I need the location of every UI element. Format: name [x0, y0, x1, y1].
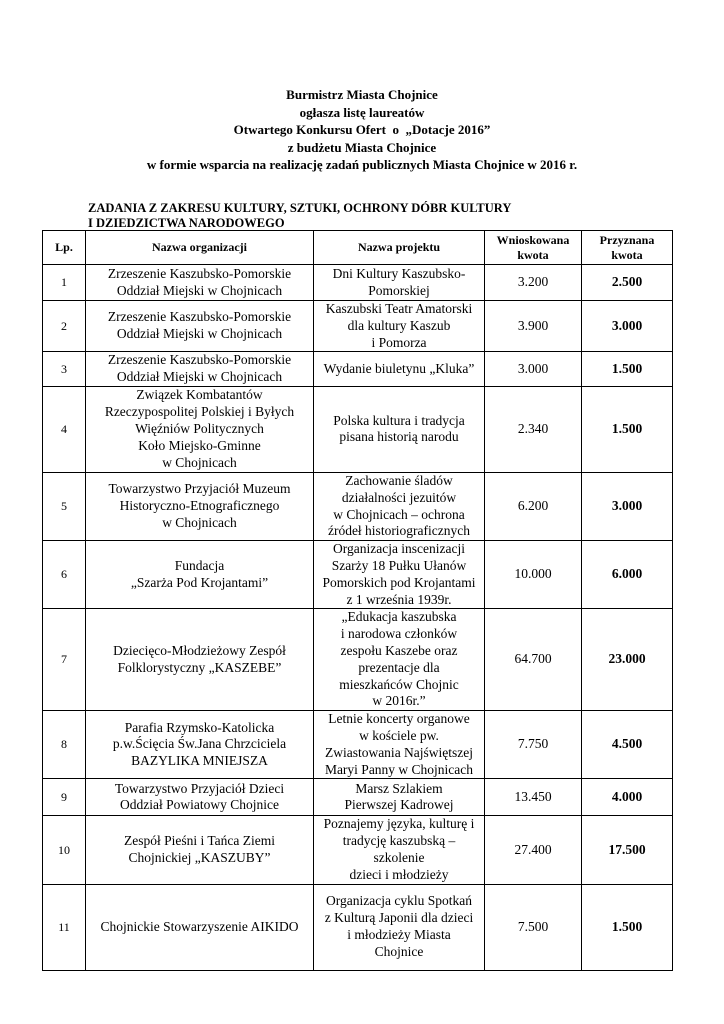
header-line: w formie wsparcia na realizację zadań publicznych Miasta Chojnice w 2016 r. [146, 157, 578, 172]
cell-organization [86, 352, 314, 387]
cell-project-line: dzieci i młodzieży [349, 866, 449, 882]
cell-project-line: i młodzieży Miasta [347, 927, 451, 943]
cell-requested-amount: 10.000 [485, 541, 582, 609]
header-line: ogłasza listę laureatów [299, 104, 425, 120]
cell-project [314, 779, 485, 816]
cell-requested-amount: 3.200 [485, 265, 582, 301]
cell-requested-amount: 7.500 [485, 884, 582, 970]
header-line: Otwartego Konkursu Ofert o „Dotacje 2016” [233, 122, 491, 137]
cell-project-line: Marsz Szlakiem [355, 780, 443, 796]
table-row [43, 352, 673, 387]
cell-project-line: Organizacja inscenizacji [332, 541, 466, 557]
section-title-line: ZADANIA Z ZAKRESU KULTURY, SZTUKI, OCHRONY DÓBR KULTURY [88, 201, 512, 215]
cell-project-line: Pomorskiej [368, 282, 430, 298]
table-row [43, 816, 673, 884]
cell-organization-line: Oddział Miejski w Chojnicach [116, 369, 283, 385]
column-header-lp: Lp. [43, 231, 86, 265]
cell-organization-line: Chojnickie Stowarzyszenie AIKIDO [100, 918, 299, 934]
cell-requested-amount: 6.200 [485, 472, 582, 540]
table-row [43, 472, 673, 540]
cell-organization [86, 472, 314, 540]
column-header-granted: Przyznana kwota [582, 231, 673, 265]
cell-project-line: z Kulturą Japonii dla dzieci [324, 910, 474, 926]
cell-organization-line: Zrzeszenie Kaszubsko-Pomorskie [107, 309, 292, 325]
section-title [88, 201, 511, 230]
cell-organization [86, 265, 314, 301]
cell-project-line: mieszkańców Chojnic [339, 676, 459, 692]
cell-requested-amount: 13.450 [485, 779, 582, 816]
cell-project-line: Poznajemy języka, kulturę i [323, 816, 475, 832]
cell-project-line: szkolenie [373, 849, 425, 865]
cell-granted-amount: 1.500 [582, 884, 673, 970]
table-row [43, 609, 673, 711]
cell-project-line: pisana historią narodu [339, 429, 459, 445]
cell-project [314, 265, 485, 301]
cell-organization-line: Historyczno-Etnograficznego [119, 498, 280, 514]
cell-project-line: źródeł historiograficznych [327, 523, 471, 539]
cell-project-line: i Pomorza [371, 334, 427, 350]
table-row [43, 301, 673, 352]
cell-organization-line: Chojnickiej „KASZUBY” [128, 849, 271, 865]
cell-project [314, 609, 485, 711]
table-row [43, 386, 673, 472]
cell-project-line: Dni Kultury Kaszubsko- [332, 265, 466, 281]
cell-lp: 5 [43, 472, 86, 540]
cell-requested-amount: 2.340 [485, 386, 582, 472]
cell-project-line: Organizacja cyklu Spotkań [326, 893, 472, 909]
cell-organization [86, 301, 314, 352]
cell-lp: 4 [43, 386, 86, 472]
cell-project-line: tradycję kaszubską – [342, 833, 456, 849]
cell-organization-line: Zrzeszenie Kaszubsko-Pomorskie [107, 265, 292, 281]
cell-project-line: Szarży 18 Pułku Ułanów [331, 557, 467, 573]
cell-organization-line: BAZYLIKA MNIEJSZA [131, 753, 268, 769]
cell-project-line: Zwiastowania Najświętszej [324, 744, 474, 760]
table-header-row [43, 231, 673, 265]
table-row [43, 265, 673, 301]
cell-project [314, 472, 485, 540]
cell-lp: 10 [43, 816, 86, 884]
cell-lp: 9 [43, 779, 86, 816]
cell-project-line: Polska kultura i tradycja [333, 412, 465, 428]
header-line: Burmistrz Miasta Chojnice [286, 87, 438, 102]
cell-requested-amount: 3.900 [485, 301, 582, 352]
cell-project-line: Pomorskich pod Krojantami [322, 574, 476, 590]
table-row [43, 779, 673, 816]
cell-organization [86, 609, 314, 711]
cell-organization-line: Folklorystyczny „KASZEBE” [117, 659, 282, 675]
cell-project [314, 884, 485, 970]
cell-organization-line: Oddział Powiatowy Chojnice [120, 797, 279, 813]
cell-lp: 3 [43, 352, 86, 387]
cell-organization [86, 816, 314, 884]
cell-organization-line: Związek Kombatantów [136, 387, 263, 403]
header-line: z budżetu Miasta Chojnice [287, 139, 437, 155]
cell-project [314, 816, 485, 884]
cell-project-line: w kościele pw. [359, 727, 439, 743]
table-row [43, 884, 673, 970]
cell-lp: 2 [43, 301, 86, 352]
cell-project-line: z 1 września 1939r. [346, 591, 452, 607]
cell-organization-line: Oddział Miejski w Chojnicach [116, 326, 283, 342]
cell-organization [86, 386, 314, 472]
cell-project-line: i narodowa członków [340, 626, 458, 642]
cell-project [314, 711, 485, 779]
cell-organization [86, 541, 314, 609]
cell-organization-line: Zespół Pieśni i Tańca Ziemi [123, 833, 276, 849]
cell-lp: 11 [43, 884, 86, 970]
cell-project-line: Kaszubski Teatr Amatorski [325, 301, 473, 316]
cell-granted-amount: 17.500 [582, 816, 673, 884]
table-row [43, 711, 673, 779]
cell-granted-amount: 2.500 [582, 265, 673, 301]
cell-project-line: Wydanie biuletynu „Kluka” [323, 360, 475, 376]
cell-granted-amount: 1.500 [582, 386, 673, 472]
laureates-table [42, 230, 673, 971]
cell-organization-line: p.w.Ścięcia Św.Jana Chrzciciela [112, 736, 287, 752]
cell-project [314, 301, 485, 352]
cell-organization [86, 779, 314, 816]
cell-organization [86, 711, 314, 779]
cell-granted-amount: 6.000 [582, 541, 673, 609]
column-header-organization: Nazwa organizacji [86, 231, 314, 265]
column-header-requested: Wnioskowana kwota [485, 231, 582, 265]
cell-organization-line: Parafia Rzymsko-Katolicka [124, 719, 275, 735]
announcement-header [0, 86, 724, 174]
cell-project [314, 541, 485, 609]
column-header-project: Nazwa projektu [314, 231, 485, 265]
cell-organization-line: Więźniów Politycznych [135, 421, 264, 437]
cell-organization-line: Towarzystwo Przyjaciół Muzeum [108, 481, 291, 497]
cell-project-line: prezentacje dla [358, 659, 440, 675]
cell-organization-line: Koło Miejsko-Gminne [138, 437, 261, 453]
cell-requested-amount: 7.750 [485, 711, 582, 779]
table-row [43, 541, 673, 609]
cell-project-line: dla kultury Kaszub [347, 317, 451, 333]
cell-project-line: w Chojnicach – ochrona [333, 506, 465, 522]
cell-granted-amount: 3.000 [582, 301, 673, 352]
cell-project-line: Zachowanie śladów [345, 472, 453, 488]
cell-granted-amount: 3.000 [582, 472, 673, 540]
cell-requested-amount: 3.000 [485, 352, 582, 387]
cell-lp: 1 [43, 265, 86, 301]
cell-requested-amount: 64.700 [485, 609, 582, 711]
cell-project-line: Letnie koncerty organowe [328, 711, 470, 727]
table-body [43, 265, 673, 971]
cell-project-line: „Edukacja kaszubska [341, 609, 457, 625]
cell-organization-line: Oddział Miejski w Chojnicach [116, 282, 283, 298]
cell-lp: 6 [43, 541, 86, 609]
cell-project [314, 352, 485, 387]
cell-organization-line: Rzeczypospolitej Polskiej i Byłych [104, 404, 295, 420]
cell-organization-line: Fundacja [174, 557, 225, 573]
cell-organization-line: w Chojnicach [162, 514, 237, 530]
cell-project-line: Chojnice [374, 943, 424, 959]
cell-organization-line: Towarzystwo Przyjaciół Dzieci [114, 780, 285, 796]
cell-organization-line: w Chojnicach [162, 454, 237, 470]
cell-project-line: w 2016r.” [372, 693, 426, 709]
cell-organization-line: Dziecięco-Młodzieżowy Zespół [113, 642, 286, 658]
cell-granted-amount: 23.000 [582, 609, 673, 711]
cell-organization [86, 884, 314, 970]
cell-granted-amount: 4.000 [582, 779, 673, 816]
cell-project [314, 386, 485, 472]
cell-granted-amount: 4.500 [582, 711, 673, 779]
cell-lp: 7 [43, 609, 86, 711]
section-title-line: I DZIEDZICTWA NARODOWEGO [88, 215, 285, 230]
cell-project-line: Maryi Panny w Chojnicach [324, 761, 474, 777]
cell-organization-line: „Szarża Pod Krojantami” [130, 574, 269, 590]
cell-lp: 8 [43, 711, 86, 779]
cell-project-line: Pierwszej Kadrowej [344, 797, 454, 813]
cell-organization-line: Zrzeszenie Kaszubsko-Pomorskie [107, 352, 292, 368]
cell-project-line: zespołu Kaszebe oraz [340, 642, 458, 658]
cell-requested-amount: 27.400 [485, 816, 582, 884]
cell-project-line: działalności jezuitów [341, 489, 457, 505]
cell-granted-amount: 1.500 [582, 352, 673, 387]
